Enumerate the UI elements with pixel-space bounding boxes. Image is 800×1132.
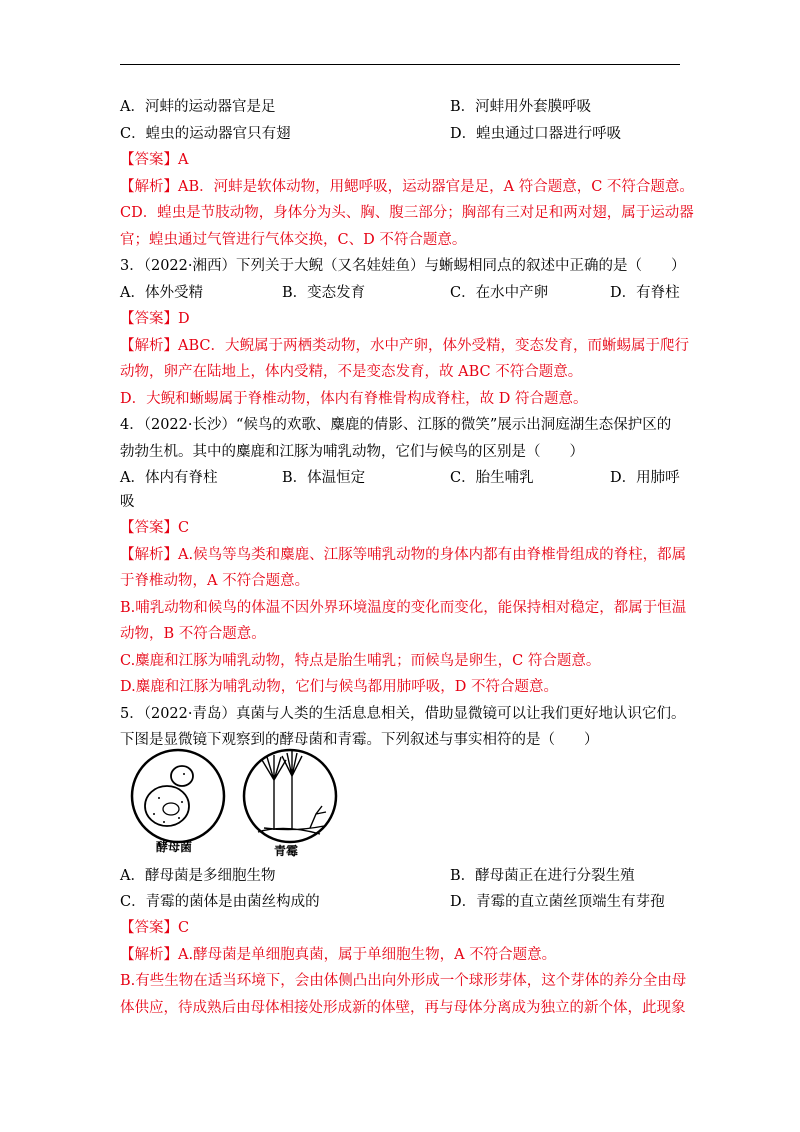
q5-option-b: B．酵母菌正在进行分裂生殖	[450, 868, 635, 884]
q4-analysis-line: D.麋鹿和江豚为哺乳动物，它们与候鸟都用肺呼吸，D 不符合题意。	[120, 679, 558, 695]
q5-answer: 【答案】C	[120, 920, 190, 936]
q4-analysis-line: B.哺乳动物和候鸟的体温不因外界环境温度的变化而变化，能保持相对稳定，都属于恒温	[120, 600, 687, 616]
q5-option-c: C．青霉的菌体是由菌丝构成的	[120, 894, 320, 910]
q3-analysis-line: 动物，卵产在陆地上，体内受精，不是变态发育，故 ABC 不符合题意。	[120, 364, 583, 380]
yeast-label: 酵母菌	[156, 840, 193, 854]
q4-option-b: B．体温恒定	[282, 470, 366, 486]
q3-option-c: C．在水中产卵	[450, 285, 549, 301]
q4-option-d-wrap: 吸	[120, 494, 135, 510]
q4-question-line: 勃勃生机。其中的麋鹿和江豚为哺乳动物，它们与候鸟的区别是（ ）	[120, 444, 584, 460]
header-rule	[120, 64, 680, 65]
q4-analysis-line: 于脊椎动物，A 不符合题意。	[120, 573, 310, 589]
q4-answer: 【答案】C	[120, 520, 190, 536]
penicillium-label: 青霉	[274, 844, 299, 858]
q4-analysis-line: 【解析】A.候鸟等鸟类和麋鹿、江豚等哺乳动物的身体内都有由脊椎骨组成的脊柱，都属	[120, 547, 687, 563]
q5-analysis-line: 【解析】A.酵母菌是单细胞真菌，属于单细胞生物，A 不符合题意。	[120, 947, 557, 963]
q4-option-d: D．用肺呼	[610, 470, 680, 486]
q4-analysis-line: C.麋鹿和江豚为哺乳动物，特点是胎生哺乳；而候鸟是卵生，C 符合题意。	[120, 653, 601, 669]
q3-analysis-line: 【解析】ABC．大鲵属于两栖类动物，水中产卵，体外受精，变态发育，而蜥蜴属于爬行	[120, 338, 689, 354]
q4-option-c: C．胎生哺乳	[450, 470, 534, 486]
q2-analysis-line: CD．蝗虫是节肢动物，身体分为头、胸、腹三部分；胸部有三对足和两对翅，属于运动器	[120, 205, 694, 221]
q2-option-d: D．蝗虫通过口器进行呼吸	[450, 126, 622, 142]
q3-option-a: A．体外受精	[120, 285, 203, 301]
q2-option-a: A．河蚌的运动器官是足	[120, 99, 276, 115]
q5-option-d: D．青霉的直立菌丝顶端生有芽孢	[450, 894, 665, 910]
q2-answer: 【答案】A	[120, 152, 189, 168]
q3-option-b: B．变态发育	[282, 285, 366, 301]
q5-analysis-line: 体供应，待成熟后由母体相接处形成新的体壁，再与母体分离成为独立的新个体，此现象	[120, 1000, 686, 1016]
q5-question-line: 下图是显微镜下观察到的酵母菌和青霉。下列叙述与事实相符的是（ ）	[120, 732, 599, 748]
q2-option-b: B．河蚌用外套膜呼吸	[450, 99, 592, 115]
q5-option-a: A．酵母菌是多细胞生物	[120, 868, 276, 884]
q2-analysis-line: 【解析】AB．河蚌是软体动物，用鳃呼吸，运动器官是足，A 符合题意，C 不符合题意。	[120, 179, 694, 195]
microscope-figure	[124, 746, 354, 858]
q5-analysis-line: B.有些生物在适当环境下，会由体侧凸出向外形成一个球形芽体，这个芽体的养分全由母	[120, 973, 687, 989]
q5-question-line: 5．（2022·青岛）真菌与人类的生活息息相关，借助显微镜可以让我们更好地认识它们。	[120, 706, 686, 722]
q4-analysis-line: 动物，B 不符合题意。	[120, 626, 266, 642]
q4-option-a: A．体内有脊柱	[120, 470, 218, 486]
q2-analysis-line: 官；蝗虫通过气管进行气体交换，C、D 不符合题意。	[120, 232, 467, 248]
q3-answer: 【答案】D	[120, 311, 190, 327]
q4-question-line: 4．（2022·长沙）“候鸟的欢歌、麋鹿的倩影、江豚的微笑”展示出洞庭湖生态保护区的	[120, 417, 672, 433]
q3-question: 3．（2022·湘西）下列关于大鲵（又名娃娃鱼）与蜥蜴相同点的叙述中正确的是（ ）	[120, 258, 686, 274]
q3-option-d: D．有脊柱	[610, 285, 680, 301]
q3-analysis-line: D．大鲵和蜥蜴属于脊椎动物，体内有脊椎骨构成脊柱，故 D 符合题意。	[120, 391, 588, 407]
q2-option-c: C．蝗虫的运动器官只有翅	[120, 126, 291, 142]
